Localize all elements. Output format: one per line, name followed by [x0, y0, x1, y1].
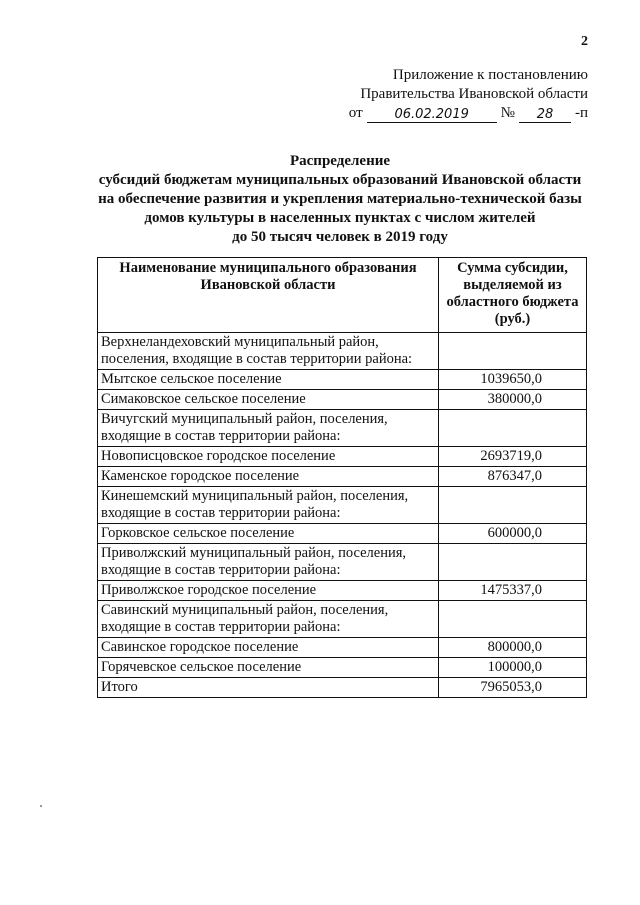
table-row: [98, 601, 587, 638]
annex-line-1: Приложение к постановлению: [392, 67, 588, 83]
scan-speck: [40, 805, 42, 807]
row-sum: 100000,0: [439, 658, 587, 678]
decree-line: [349, 104, 588, 123]
row-name: Савинский муниципальный район, поселения, входящие в состав территории района:: [98, 601, 439, 638]
row-name: Горячевское сельское поселение: [98, 658, 439, 678]
number-suffix: -п: [574, 105, 588, 121]
row-sum: 1475337,0: [439, 581, 587, 601]
row-sum: 800000,0: [439, 638, 587, 658]
title-line-5: до 50 тысяч человек в 2019 году: [232, 229, 448, 245]
table-row: [98, 447, 587, 467]
table-row: [98, 581, 587, 601]
row-sum: [439, 544, 587, 581]
table-row: [98, 467, 587, 487]
table-row: [98, 333, 587, 370]
title-line-2: субсидий бюджетам муниципальных образований Ивановской области: [98, 172, 582, 188]
row-name: Новописцовское городское поселение: [98, 447, 439, 467]
header-sum: Сумма субсидии, выделяемой из областного бюджета (руб.): [439, 258, 587, 333]
number-label: №: [500, 105, 515, 121]
table-row: [98, 390, 587, 410]
row-sum: [439, 333, 587, 370]
row-name: Горковское сельское поселение: [98, 524, 439, 544]
decree-date: 06.02.2019: [367, 107, 497, 123]
title-line-4: домов культуры в населенных пунктах с числом жителей: [144, 210, 536, 226]
row-sum: 1039650,0: [439, 370, 587, 390]
from-label: от: [348, 105, 363, 121]
row-name: Приволжское городское поселение: [98, 581, 439, 601]
annex-line-2: Правительства Ивановской области: [360, 86, 588, 102]
table-row: [98, 524, 587, 544]
table-row: [98, 638, 587, 658]
table-row: [98, 658, 587, 678]
title-line-1: Распределение: [289, 153, 391, 169]
row-name: Савинское городское поселение: [98, 638, 439, 658]
header-name: Наименование муниципального образования Ивановской области: [98, 258, 439, 333]
annex-block: [349, 66, 588, 123]
row-name: Вичугский муниципальный район, поселения, входящие в состав территории района:: [98, 410, 439, 447]
title-line-3: на обеспечение развития и укрепления материально-технической базы: [98, 191, 582, 207]
row-sum: 600000,0: [439, 524, 587, 544]
row-name: Верхнеландеховский муниципальный район, поселения, входящие в состав территории района:: [98, 333, 439, 370]
row-sum: [439, 601, 587, 638]
row-name: Каменское городское поселение: [98, 467, 439, 487]
table-row: [98, 544, 587, 581]
row-sum: 380000,0: [439, 390, 587, 410]
row-name: Мытское сельское поселение: [98, 370, 439, 390]
total-label: Итого: [98, 678, 439, 698]
decree-number: 28: [519, 107, 571, 123]
row-sum: 876347,0: [439, 467, 587, 487]
row-sum: 2693719,0: [439, 447, 587, 467]
row-name: Кинешемский муниципальный район, поселения, входящие в состав территории района:: [98, 487, 439, 524]
table-row: [98, 410, 587, 447]
total-sum: 7965053,0: [439, 678, 587, 698]
table-row: [98, 370, 587, 390]
page-number: 2: [581, 34, 588, 49]
table-header-row: [98, 258, 587, 333]
row-sum: [439, 487, 587, 524]
row-name: Приволжский муниципальный район, поселения, входящие в состав территории района:: [98, 544, 439, 581]
row-name: Симаковское сельское поселение: [98, 390, 439, 410]
table-total-row: [98, 678, 587, 698]
document-title: [60, 152, 620, 247]
table-row: [98, 487, 587, 524]
subsidy-table: [97, 257, 587, 698]
row-sum: [439, 410, 587, 447]
